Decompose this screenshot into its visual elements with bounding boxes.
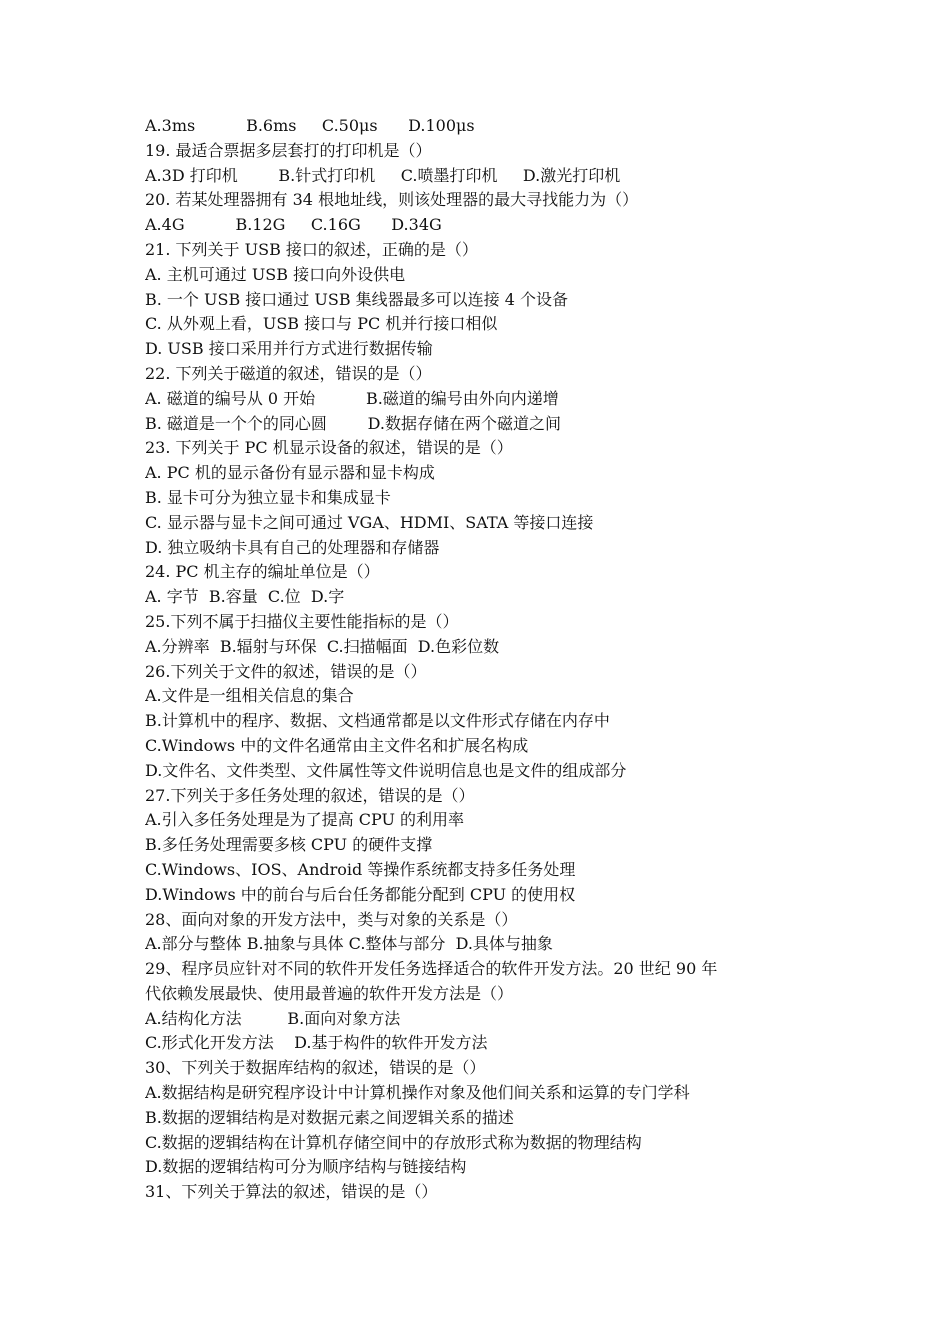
text-line: B. 磁道是一个个的同心圆 D.数据存储在两个磁道之间 <box>145 413 561 433</box>
text-line: 19. 最适合票据多层套打的打印机是（） <box>145 140 432 160</box>
text-line: 28、面向对象的开发方法中，类与对象的关系是（） <box>145 909 518 929</box>
text-line: A.结构化方法 B.面向对象方法 <box>145 1008 401 1028</box>
text-line: A. 字节 B.容量 C.位 D.字 <box>145 587 345 607</box>
text-line: 24. PC 机主存的编址单位是（） <box>145 562 380 582</box>
text-line: B.数据的逻辑结构是对数据元素之间逻辑关系的描述 <box>145 1107 514 1127</box>
text-line: A. PC 机的显示备份有显示器和显卡构成 <box>145 463 435 483</box>
text-line: D.文件名、文件类型、文件属性等文件说明信息也是文件的组成部分 <box>145 760 627 780</box>
text-line: A.部分与整体 B.抽象与具体 C.整体与部分 D.具体与抽象 <box>145 934 553 954</box>
text-line: 25.下列不属于扫描仪主要性能指标的是（） <box>145 611 459 631</box>
text-line: A.3D 打印机 B.针式打印机 C.喷墨打印机 D.激光打印机 <box>145 165 621 185</box>
text-line: D.数据的逻辑结构可分为顺序结构与链接结构 <box>145 1157 467 1177</box>
text-line: 26.下列关于文件的叙述，错误的是（） <box>145 661 427 681</box>
text-line: C.形式化开发方法 D.基于构件的软件开发方法 <box>145 1033 488 1053</box>
text-line: A.引入多任务处理是为了提高 CPU 的利用率 <box>145 810 465 830</box>
text-line: B.计算机中的程序、数据、文档通常都是以文件形式存储在内存中 <box>145 711 610 731</box>
text-line: A. 主机可通过 USB 接口向外设供电 <box>145 264 406 284</box>
question-text-block <box>145 114 825 1205</box>
text-line: C.数据的逻辑结构在计算机存储空间中的存放形式称为数据的物理结构 <box>145 1132 642 1152</box>
text-line: B. 一个 USB 接口通过 USB 集线器最多可以连接 4 个设备 <box>145 289 569 309</box>
text-line: C. 从外观上看，USB 接口与 PC 机并行接口相似 <box>145 314 498 334</box>
text-line: 31、下列关于算法的叙述，错误的是（） <box>145 1182 438 1202</box>
text-line: C. 显示器与显卡之间可通过 VGA、HDMI、SATA 等接口连接 <box>145 512 594 532</box>
text-line: 29、程序员应针对不同的软件开发任务选择适合的软件开发方法。20 世纪 90 年 <box>145 959 718 979</box>
text-line: D. USB 接口采用并行方式进行数据传输 <box>145 339 433 359</box>
text-line: 23. 下列关于 PC 机显示设备的叙述，错误的是（） <box>145 438 513 458</box>
text-line: D.Windows 中的前台与后台任务都能分配到 CPU 的使用权 <box>145 884 576 904</box>
text-line: C.Windows、IOS、Android 等操作系统都支持多任务处理 <box>145 859 576 879</box>
text-line: A. 磁道的编号从 0 开始 B.磁道的编号由外向内递增 <box>145 388 559 408</box>
text-line: 22. 下列关于磁道的叙述，错误的是（） <box>145 363 432 383</box>
text-line: A.3ms B.6ms C.50μs D.100μs <box>145 116 475 135</box>
text-line: B.多任务处理需要多核 CPU 的硬件支撑 <box>145 835 433 855</box>
text-line: D. 独立吸纳卡具有自己的处理器和存储器 <box>145 537 440 557</box>
text-line: 21. 下列关于 USB 接口的叙述，正确的是（） <box>145 239 478 259</box>
text-line: 20. 若某处理器拥有 34 根地址线，则该处理器的最大寻找能力为（） <box>145 190 639 210</box>
text-line: B. 显卡可分为独立显卡和集成显卡 <box>145 487 391 507</box>
text-line: C.Windows 中的文件名通常由主文件名和扩展名构成 <box>145 735 529 755</box>
text-line: 代依赖发展最快、使用最普遍的软件开发方法是（） <box>145 983 514 1003</box>
text-line: A.文件是一组相关信息的集合 <box>145 686 354 706</box>
text-line: A.数据结构是研究程序设计中计算机操作对象及他们间关系和运算的专门学科 <box>145 1083 690 1103</box>
text-line: 27.下列关于多任务处理的叙述，错误的是（） <box>145 785 475 805</box>
text-line: 30、下列关于数据库结构的叙述，错误的是（） <box>145 1058 486 1078</box>
text-line: A.分辨率 B.辐射与环保 C.扫描幅面 D.色彩位数 <box>145 636 500 656</box>
text-line: A.4G B.12G C.16G D.34G <box>145 215 442 235</box>
